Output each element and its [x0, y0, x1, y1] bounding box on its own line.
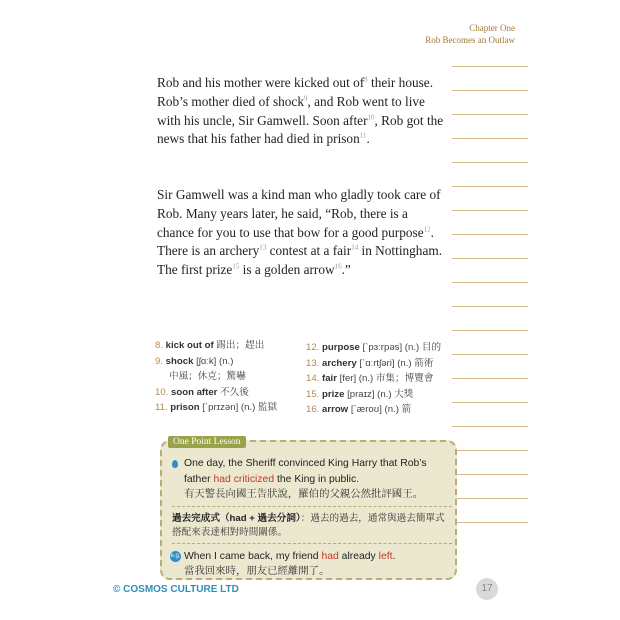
vocab-word: shock: [165, 355, 194, 367]
note-line: [452, 258, 528, 259]
note-line: [452, 330, 528, 331]
note-line: [452, 210, 528, 211]
note-line: [452, 306, 528, 307]
vocab-definition: [ˋæroʊ] (n.) 箭: [348, 404, 412, 416]
text-run: their house. Rob’s mother died of shock: [157, 75, 434, 109]
vocab-definition: 踢出；趕出: [213, 340, 265, 351]
vocab-item: [306, 387, 466, 403]
example-highlight: left: [378, 550, 393, 562]
example-text: the King in public.: [274, 473, 360, 485]
note-line: [452, 474, 528, 475]
footnote-number: 10: [367, 113, 375, 122]
chapter-label: Chapter One: [469, 23, 515, 33]
chapter-header: [425, 22, 515, 46]
chapter-title: Rob Becomes an Outlaw: [425, 35, 515, 45]
note-line: [452, 450, 528, 451]
note-line: [452, 66, 528, 67]
example-text: When I came back, my friend: [184, 550, 322, 562]
lesson-example-1: [172, 456, 452, 503]
example-translation: 有天警長向國王告狀說，羅伯的父親公然批評國王。: [184, 489, 423, 500]
note-line: [452, 426, 528, 427]
footnote-number: 13: [259, 243, 267, 252]
vocab-number: 14.: [306, 373, 323, 385]
vocab-definition: [ˋpɜːrpəs] (n.) 目的: [359, 342, 442, 353]
note-lines: [452, 66, 528, 546]
note-line: [452, 522, 528, 523]
vocab-item: [155, 354, 305, 370]
note-line: [452, 186, 528, 187]
vocab-word: arrow: [322, 404, 349, 416]
vocab-item: [306, 371, 466, 387]
footnote-number: 15: [232, 262, 240, 271]
example-text: already: [338, 550, 379, 562]
paragraph-text: [157, 186, 447, 280]
note-line: [452, 114, 528, 115]
vocab-definition: [ˋprɪzən] (n.) 監獄: [199, 402, 278, 414]
vocabulary-list-right: [306, 340, 466, 418]
vocab-item: [155, 338, 305, 354]
text-run: , Rob got the news that his father had died in prison: [157, 112, 444, 147]
vocab-number: 10.: [155, 386, 172, 398]
paragraph-text: [157, 74, 447, 149]
footnote-number: 9: [304, 94, 308, 103]
note-line: [452, 162, 528, 163]
vocab-number: 12.: [306, 342, 323, 353]
vocab-word: kick out of: [165, 340, 214, 351]
vocab-definition: [fer] (n.) 市集；博覽會: [336, 373, 434, 385]
grammar-text: ：過去的過去，通常與過去簡單式搭配來表達相對時間關係。: [172, 512, 445, 538]
example-text: .: [392, 550, 396, 562]
water-drop-icon: [172, 460, 178, 468]
example-text: One day, the Sheriff convinced King Harry that Rob’s father: [184, 458, 427, 485]
note-line: [452, 498, 528, 499]
text-run: is a golden arrow: [239, 262, 335, 278]
text-run: . There is an archery: [157, 224, 434, 259]
note-line: [452, 234, 528, 235]
vocab-word: archery: [322, 357, 357, 369]
vocab-number: 16.: [306, 404, 323, 416]
vocab-item: [306, 356, 466, 372]
text-run: Sir Gamwell was a kind man who gladly took care of Rob. Many years later, he said, “Rob, there is a chance for you to use that bow for a good purpose: [157, 187, 441, 240]
copyright-text: © COSMOS CULTURE LTD: [113, 584, 239, 595]
footnote-number: 8: [364, 75, 368, 84]
vocab-definition: [praɪz] (n.) 大獎: [344, 388, 414, 400]
footnote-number: 11: [359, 131, 367, 140]
text-run: in Nottingham. The first prize: [157, 243, 443, 278]
footnote-number: 12: [423, 225, 431, 234]
note-line: [452, 282, 528, 283]
note-line: [452, 138, 528, 139]
vocab-definition: 不久後: [217, 386, 249, 398]
grammar-title: 過去完成式（had + 過去分詞）: [172, 512, 301, 524]
text-run: .”: [341, 262, 351, 278]
vocab-definition: [ʃɑːk] (n.): [193, 355, 234, 367]
vocab-item: [155, 385, 305, 401]
vocab-definition: 中風；休克；驚嚇: [169, 371, 246, 383]
story-paragraph-2: [157, 186, 447, 280]
vocab-word: prison: [170, 402, 200, 414]
text-run: contest at a fair: [266, 243, 352, 259]
story-paragraph-1: [157, 74, 447, 149]
text-run: .: [366, 131, 370, 147]
vocab-word: prize: [322, 388, 345, 400]
vocab-item: [306, 340, 466, 356]
eg-badge-icon: e.g.: [170, 551, 181, 562]
vocab-word: soon after: [171, 386, 218, 398]
text-run: , and Rob went to live with his uncle, Sir Gamwell. Soon after: [157, 93, 425, 128]
grammar-note: [172, 512, 452, 540]
example-highlight: had: [321, 550, 339, 562]
lesson-example-2: [172, 549, 452, 580]
lesson-body: [172, 456, 452, 580]
vocab-number: 9.: [155, 355, 166, 367]
vocab-word: fair: [322, 373, 337, 385]
page-number: 17: [476, 578, 498, 600]
vocab-number: 11.: [155, 402, 171, 414]
vocab-definition: [ˋɑːrtʃəri] (n.) 箭術: [356, 357, 434, 369]
vocab-item: [155, 369, 305, 385]
divider: [172, 543, 452, 544]
example-translation: 當我回來時，朋友已經離開了。: [184, 566, 330, 577]
vocab-word: purpose: [322, 342, 360, 353]
lesson-tab: One Point Lesson: [168, 436, 246, 448]
divider: [172, 506, 452, 507]
vocab-number: 13.: [306, 357, 323, 369]
vocab-number: 8.: [155, 340, 166, 351]
footnote-number: 16: [334, 262, 342, 271]
footnote-number: 14: [351, 243, 359, 252]
note-line: [452, 90, 528, 91]
text-run: Rob and his mother were kicked out of: [157, 75, 365, 90]
vocab-number: 15.: [306, 388, 323, 400]
example-highlight: had criticized: [213, 473, 275, 485]
vocabulary-list-left: [155, 338, 305, 416]
vocab-item: [306, 402, 466, 418]
vocab-item: [155, 400, 305, 416]
